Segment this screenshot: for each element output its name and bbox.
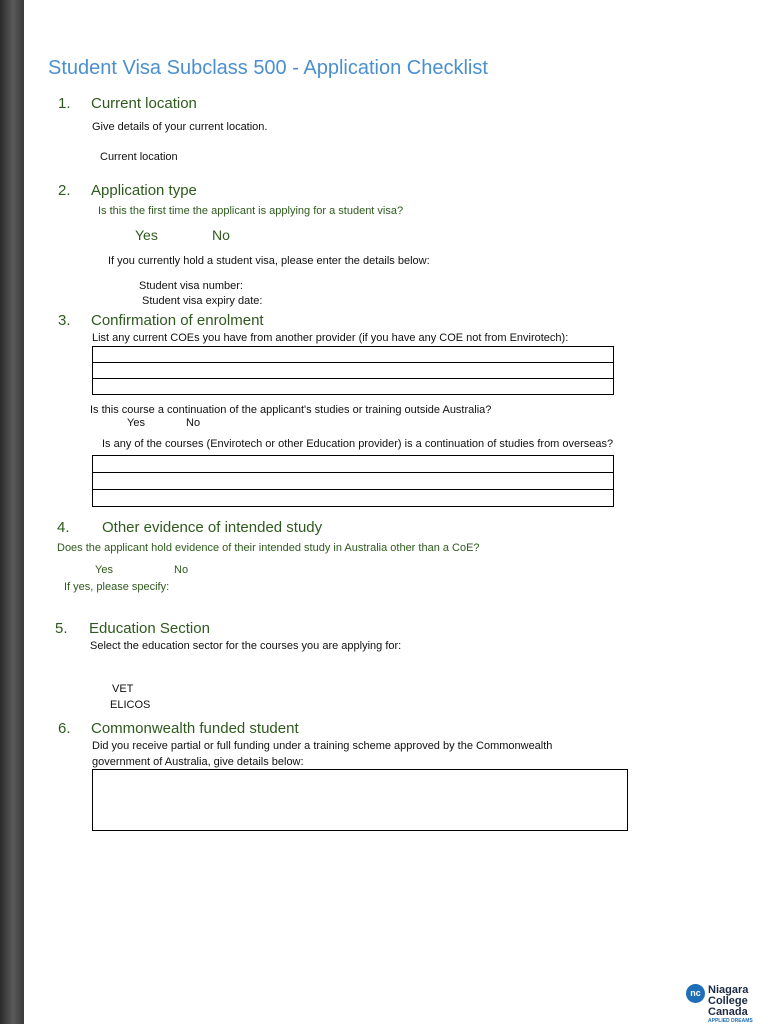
funding-instruction-line-1: Did you receive partial or full funding under a training scheme approved by the Commonwealth — [92, 740, 553, 752]
first-time-no-option[interactable]: No — [212, 227, 230, 243]
coe-list-instruction: List any current COEs you have from another provider (if you have any COE not from Envirotech): — [92, 332, 569, 344]
college-emblem-icon: nc — [686, 984, 705, 1003]
niagara-college-logo — [686, 982, 758, 1022]
intended-study-question: Does the applicant hold evidence of their intended study in Australia other than a CoE? — [57, 542, 480, 554]
section-4-heading: Other evidence of intended study — [102, 519, 323, 536]
coe-list-row-1[interactable] — [93, 347, 614, 363]
section-2-number: 2. — [58, 182, 71, 199]
section-4-number: 4. — [57, 519, 70, 536]
overseas-courses-row-2[interactable] — [93, 473, 614, 490]
visa-number-label: Student visa number: — [139, 280, 243, 292]
continuation-no-option[interactable]: No — [186, 417, 201, 429]
intended-study-specify-label: If yes, please specify: — [64, 581, 170, 593]
coe-list-table — [92, 346, 614, 395]
logo-line-3: Canada — [708, 1006, 748, 1018]
education-sector-instruction: Select the education sector for the courses you are applying for: — [90, 640, 402, 652]
section-5-heading: Education Section — [89, 620, 210, 637]
current-location-label: Current location — [100, 151, 178, 163]
section-2-heading: Application type — [91, 182, 197, 199]
continuation-question: Is this course a continuation of the applicant's studies or training outside Australia? — [90, 404, 492, 416]
continuation-yes-option[interactable]: Yes — [127, 417, 145, 429]
section-5-number: 5. — [55, 620, 68, 637]
overseas-courses-row-1[interactable] — [93, 456, 614, 473]
page-title: Student Visa Subclass 500 - Application Checklist — [48, 57, 488, 79]
coe-list-row-2[interactable] — [93, 363, 614, 379]
first-time-yes-option[interactable]: Yes — [135, 227, 158, 243]
current-location-instruction: Give details of your current location. — [92, 121, 268, 133]
coe-list-row-3[interactable] — [93, 379, 614, 395]
overseas-courses-row-3[interactable] — [93, 490, 614, 507]
left-margin-bar — [0, 0, 24, 1024]
funding-instruction-line-2: government of Australia, give details below: — [92, 756, 304, 768]
sector-option-vet[interactable]: VET — [112, 683, 134, 695]
overseas-courses-table — [92, 455, 614, 507]
first-time-question: Is this the first time the applicant is applying for a student visa? — [98, 205, 404, 217]
section-1-number: 1. — [58, 95, 71, 112]
overseas-continuation-question: Is any of the courses (Envirotech or other Education provider) is a continuation of studies from overseas? — [102, 438, 614, 450]
section-3-number: 3. — [58, 312, 71, 329]
sector-option-elicos[interactable]: ELICOS — [110, 699, 151, 711]
current-visa-instruction: If you currently hold a student visa, please enter the details below: — [108, 255, 430, 267]
logo-line-2: College — [708, 995, 748, 1007]
section-1-heading: Current location — [91, 95, 197, 112]
logo-tagline: APPLIED DREAMS — [708, 1018, 753, 1024]
funding-details-box[interactable] — [92, 769, 628, 831]
logo-line-1: Niagara — [708, 984, 749, 996]
section-6-number: 6. — [58, 720, 71, 737]
intended-study-yes-option[interactable]: Yes — [95, 564, 113, 576]
visa-expiry-label: Student visa expiry date: — [142, 295, 263, 307]
section-3-heading: Confirmation of enrolment — [91, 312, 264, 329]
intended-study-no-option[interactable]: No — [174, 564, 189, 576]
section-6-heading: Commonwealth funded student — [91, 720, 299, 737]
